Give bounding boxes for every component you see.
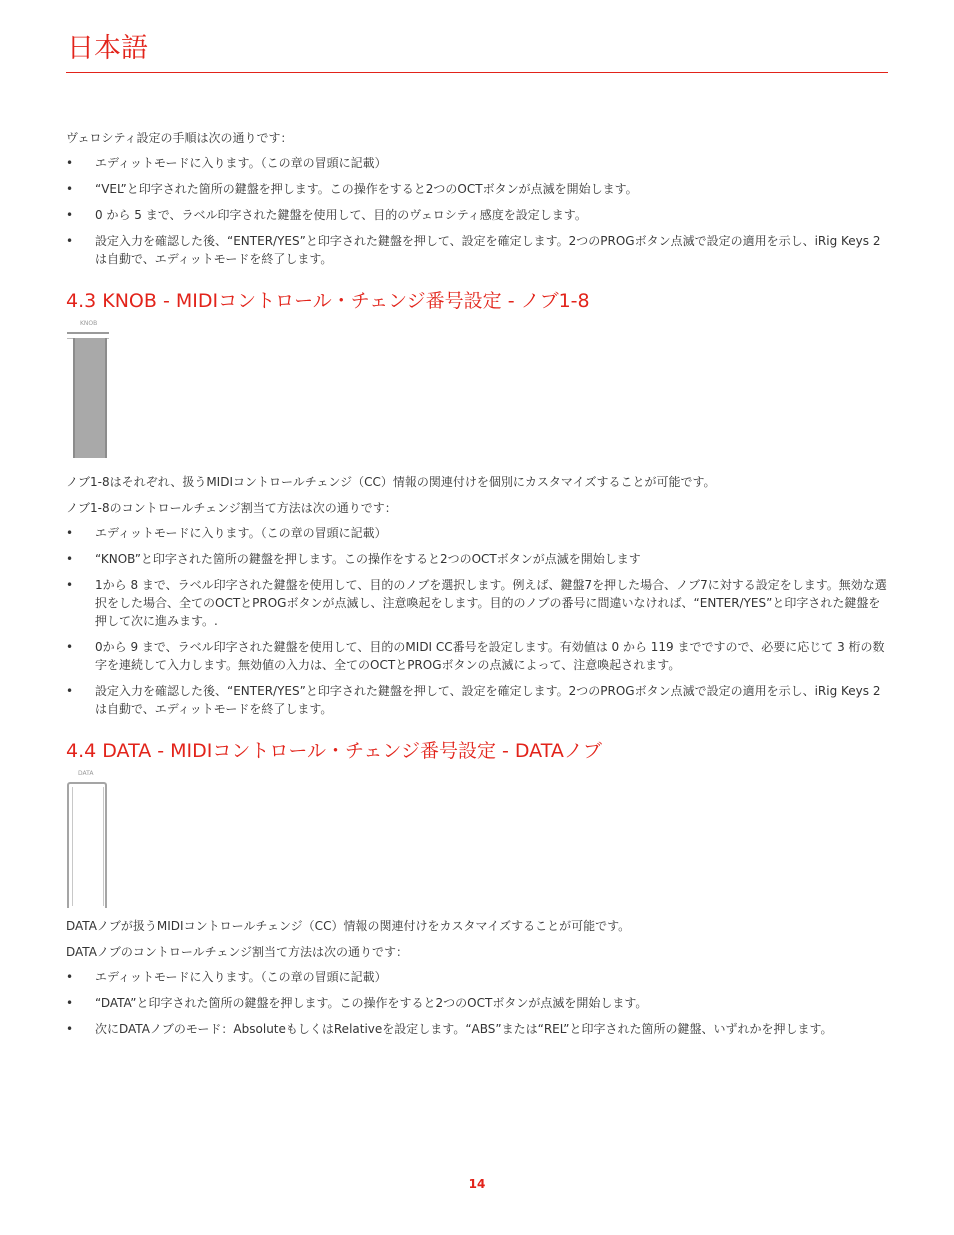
list-item bbox=[66, 994, 888, 1012]
list-item bbox=[66, 576, 888, 630]
list-item-text: 設定入力を確認した後、“ENTER/YES”と印字された鍵盤を押して、設定を確定します。2つのPROGボタン点滅で設定の適用を示し、iRig Keys 2は自動で、エディットモードを終了します。 bbox=[95, 234, 881, 266]
bullet-icon: • bbox=[66, 970, 74, 984]
list-item bbox=[66, 232, 888, 268]
list-item-text: 0 から 5 まで、ラベル印字された鍵盤を使用して、目的のヴェロシティ感度を設定します。 bbox=[95, 208, 587, 222]
knob-description: ノブ1-8はそれぞれ、扱うMIDIコントロールチェンジ（CC）情報の関連付けを個別にカスタマイズすることが可能です。 bbox=[66, 475, 716, 489]
bullet-icon: • bbox=[66, 578, 74, 592]
data-knob-figure bbox=[66, 770, 126, 910]
list-item-text: エディットモードに入ります。（この章の冒頭に記載） bbox=[95, 156, 387, 170]
bullet-icon: • bbox=[66, 640, 74, 654]
list-item-text: 設定入力を確認した後、“ENTER/YES”と印字された鍵盤を押して、設定を確定します。2つのPROGボタン点滅で設定の適用を示し、iRig Keys 2は自動で、エディットモードを終了します。 bbox=[95, 684, 881, 716]
bullet-icon: • bbox=[66, 526, 74, 540]
main-content bbox=[66, 128, 888, 1046]
velocity-steps bbox=[66, 154, 888, 268]
data-figure-label: DATA bbox=[78, 770, 94, 777]
bullet-icon: • bbox=[66, 1022, 74, 1036]
list-item-text: 0から 9 まで、ラベル印字された鍵盤を使用して、目的のMIDI CC番号を設定します。有効値は 0 から 119 までですので、必要に応じて 3 桁の数字を連続して入力します。無効値の入力は、全てのOCTとPROGボタンの点滅によって、注意喚起されます。 bbox=[95, 640, 885, 672]
list-item bbox=[66, 206, 888, 224]
header-divider bbox=[66, 72, 888, 73]
knob-figure-label: KNOB bbox=[80, 320, 98, 327]
list-item bbox=[66, 154, 888, 172]
data-intro: DATAノブのコントロールチェンジ割当て方法は次の通りです： bbox=[66, 945, 409, 959]
list-item-text: “DATA”と印字された箇所の鍵盤を押します。この操作をすると2つのOCTボタンが点滅を開始します。 bbox=[95, 996, 648, 1010]
list-item bbox=[66, 968, 888, 986]
knob-steps bbox=[66, 524, 888, 718]
list-item bbox=[66, 550, 888, 568]
page-number: 14 bbox=[468, 1177, 486, 1191]
list-item bbox=[66, 1020, 888, 1038]
list-item bbox=[66, 682, 888, 718]
list-item-text: 次にDATAノブのモード：AbsoluteもしくはRelativeを設定します。“ABS”または“REL”と印字された箇所の鍵盤、いずれかを押します。 bbox=[95, 1022, 833, 1036]
list-item-text: エディットモードに入ります。（この章の冒頭に記載） bbox=[95, 970, 387, 984]
list-item bbox=[66, 638, 888, 674]
bullet-icon: • bbox=[66, 208, 74, 222]
knob-slider-body bbox=[73, 338, 107, 458]
bullet-icon: • bbox=[66, 156, 74, 170]
data-description: DATAノブが扱うMIDIコントロールチェンジ（CC）情報の関連付けをカスタマイズすることが可能です。 bbox=[66, 919, 631, 933]
section-heading-data: 4.4 DATA - MIDIコントロール・チェンジ番号設定 - DATAノブ bbox=[66, 740, 602, 762]
page-title: 日本語 bbox=[67, 33, 148, 64]
list-item bbox=[66, 180, 888, 198]
velocity-intro: ヴェロシティ設定の手順は次の通りです： bbox=[66, 131, 293, 145]
data-knob-inner bbox=[72, 787, 104, 906]
data-steps bbox=[66, 968, 888, 1038]
list-item-text: 1から 8 まで、ラベル印字された鍵盤を使用して、目的のノブを選択します。例えば、鍵盤7を押した場合、ノブ7に対する設定をします。無効な選択をした場合、全てのOCTとPROGボタンが点滅し、注意喚起をします。目的のノブの番号に間違いなければ、“ENTER/YES”と印字された鍵盤を押して次に進みます。. bbox=[95, 578, 887, 628]
bullet-icon: • bbox=[66, 552, 74, 566]
list-item bbox=[66, 524, 888, 542]
bullet-icon: • bbox=[66, 996, 74, 1010]
list-item-text: エディットモードに入ります。（この章の冒頭に記載） bbox=[95, 526, 387, 540]
knob-intro: ノブ1-8のコントロールチェンジ割当て方法は次の通りです： bbox=[66, 501, 397, 515]
knob-slider-figure bbox=[66, 320, 126, 468]
bullet-icon: • bbox=[66, 234, 74, 248]
list-item-text: “KNOB”と印字された箇所の鍵盤を押します。この操作をすると2つのOCTボタンが点滅を開始します bbox=[95, 552, 641, 566]
bullet-icon: • bbox=[66, 684, 74, 698]
bullet-icon: • bbox=[66, 182, 74, 196]
list-item-text: “VEL”と印字された箇所の鍵盤を押します。この操作をすると2つのOCTボタンが点滅を開始します。 bbox=[95, 182, 638, 196]
section-heading-knob: 4.3 KNOB - MIDIコントロール・チェンジ番号設定 - ノブ1-8 bbox=[66, 290, 590, 312]
